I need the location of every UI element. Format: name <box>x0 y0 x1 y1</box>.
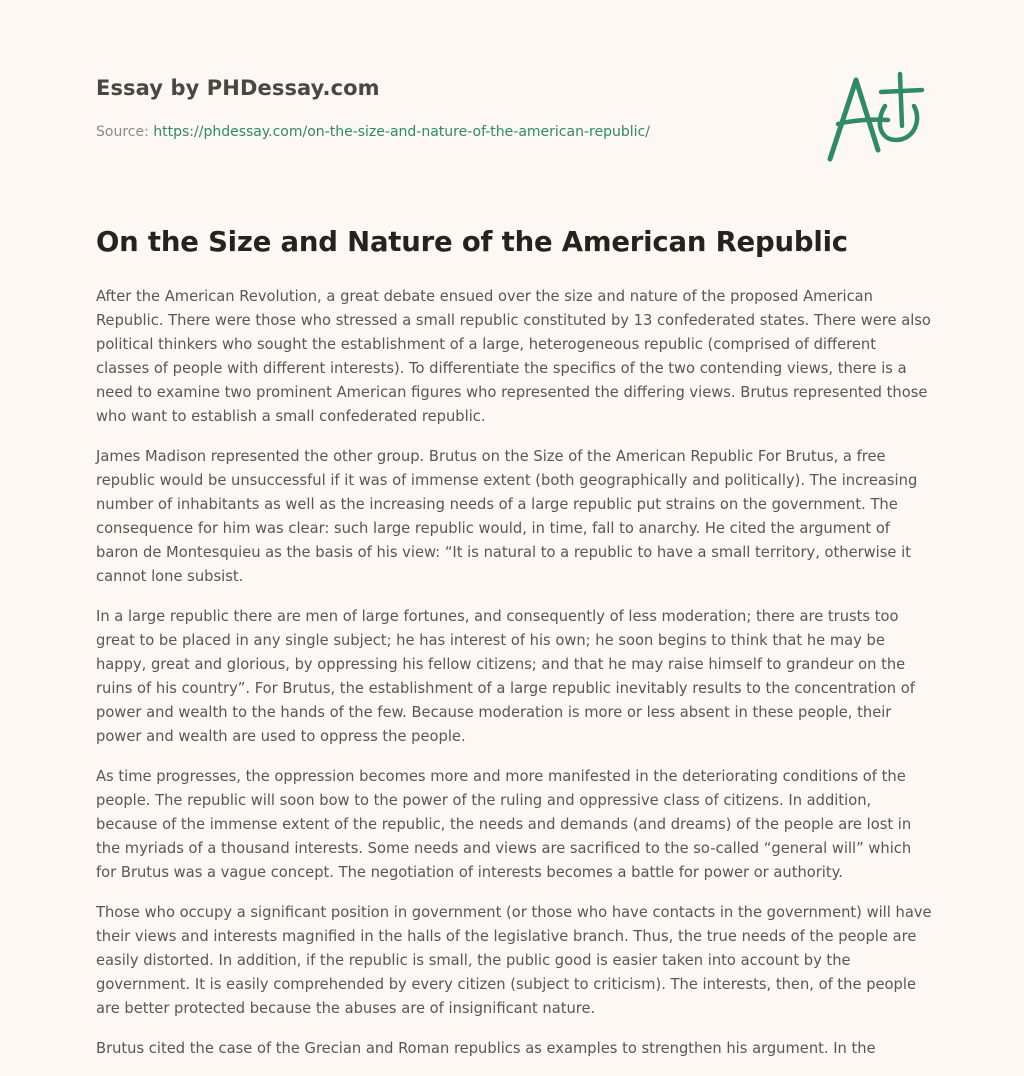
essay-paragraph: James Madison represented the other group. Brutus on the Size of the American Republic For Brutus, a free republic would be unsuccessful if it was of immense extent (both geographically and politically). The increasing number of inhabitants as well as the increasing needs of a large republic put strains on the government. The consequence for him was clear: such large republic would, in time, fall to anarchy. He cited the argument of baron de Montesquieu as the basis of his view: “It is natural to a republic to have a small territory, otherwise it cannot lone subsist. <box>96 448 918 585</box>
site-title: Essay by PHDessay.com <box>96 76 380 100</box>
source-line <box>96 124 650 140</box>
essay-paragraph: In a large republic there are men of large fortunes, and consequently of less moderation; there are trusts too great to be placed in any single subject; he has interest of his own; he soon begins to think that he may be happy, great and glorious, by oppressing his fellow citizens; and that he may raise himself to grandeur on the ruins of his country”. For Brutus, the establishment of a large republic inevitably results to the concentration of power and wealth to the hands of the few. Because moderation is more or less absent in these people, their power and wealth are used to oppress the people. <box>96 608 915 745</box>
essay-title: On the Size and Nature of the American Republic <box>96 226 848 258</box>
essay-paragraph: After the American Revolution, a great debate ensued over the size and nature of the proposed American Republic. There were those who stressed a small republic constituted by 13 confederated states. There were also political thinkers who sought the establishment of a large, heterogeneous republic (comprised of different classes of people with different interests). To differentiate the specifics of the two contending views, there is a need to examine two prominent American figures who represented the differing views. Brutus represented those who want to establish a small confederated republic. <box>96 288 931 425</box>
source-label: Source: <box>96 124 149 140</box>
essay-paragraph: As time progresses, the oppression becomes more and more manifested in the deteriorating conditions of the people. The republic will soon bow to the power of the ruling and oppressive class of citizens. In addition, because of the immense extent of the republic, the needs and demands (and dreams) of the people are lost in the myriads of a thousand interests. Some needs and views are sacrificed to the so-called “general will” which for Brutus was a vague concept. The negotiation of interests becomes a battle for power or authority. <box>96 768 912 881</box>
essay-paragraph: Brutus cited the case of the Grecian and Roman republics as examples to strengthen his argument. In the <box>96 1040 876 1057</box>
a-plus-icon <box>818 66 930 166</box>
source-link[interactable]: https://phdessay.com/on-the-size-and-nature-of-the-american-republic/ <box>153 124 650 140</box>
essay-paragraph: Those who occupy a significant position in government (or those who have contacts in the government) will have their views and interests magnified in the halls of the legislative branch. Thus, the true needs of the people are easily distorted. In addition, if the republic is small, the public good is easier taken into account by the government. It is easily comprehended by every citizen (subject to criticism). The interests, then, of the people are better protected because the abuses are of insignificant nature. <box>96 904 932 1017</box>
essay-body <box>96 285 932 1076</box>
